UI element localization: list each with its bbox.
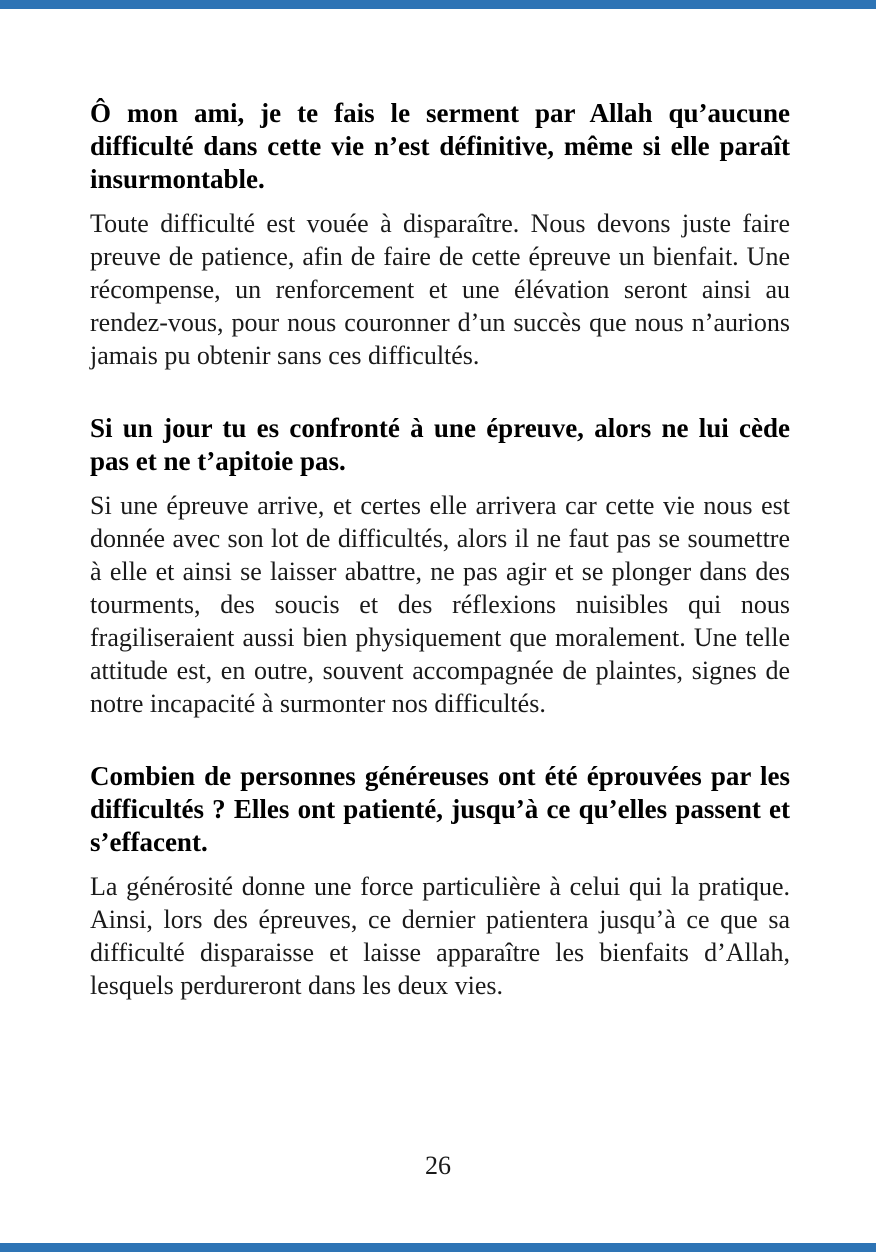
section-heading: Si un jour tu es confronté à une épreuve, alors ne lui cède pas et ne t’apitoie pas. bbox=[90, 413, 790, 476]
text-section bbox=[90, 412, 790, 720]
body-paragraph: Si une épreuve arrive, et certes elle arrivera car cette vie nous est donnée avec son lot de difficultés, alors il ne faut pas se soumettre à elle et ainsi se laisser abattre, ne pas agir et se plonger dans des tourments, des soucis et des réflexions nuisibles qui nous fragiliseraient aussi bien physiquement que moralement. Une telle attitude est, en outre, souvent accompagnée de plaintes, signes de notre incapacité à surmonter nos difficultés. bbox=[90, 491, 790, 718]
page-number: 26 bbox=[425, 1151, 451, 1180]
body-paragraph: La générosité donne une force particulière à celui qui la pratique. Ainsi, lors des épreuves, ce dernier patientera jusqu’à ce que sa difficulté disparaisse et laisse apparaître les bienfaits d’Allah, lesquels perdureront dans les deux vies. bbox=[90, 872, 790, 1000]
body-paragraph: Toute difficulté est vouée à disparaître. Nous devons juste faire preuve de patience, afin de faire de cette épreuve un bienfait. Une récompense, un renforcement et une élévation seront ainsi au rendez-vous, pour nous couronner d’un succès que nous n’aurions jamais pu obtenir sans ces difficultés. bbox=[90, 209, 790, 370]
section-heading: Combien de personnes généreuses ont été éprouvées par les difficultés ? Elles ont patienté, jusqu’à ce qu’elles passent et s’effacent. bbox=[90, 761, 790, 857]
page-footer bbox=[0, 1149, 876, 1182]
top-edge-bar bbox=[0, 0, 876, 9]
text-section bbox=[90, 97, 790, 372]
bottom-edge-bar bbox=[0, 1243, 876, 1252]
text-section bbox=[90, 760, 790, 1002]
page-content bbox=[90, 97, 790, 1002]
section-heading: Ô mon ami, je te fais le serment par Allah qu’aucune difficulté dans cette vie n’est définitive, même si elle paraît insurmontable. bbox=[90, 98, 790, 194]
